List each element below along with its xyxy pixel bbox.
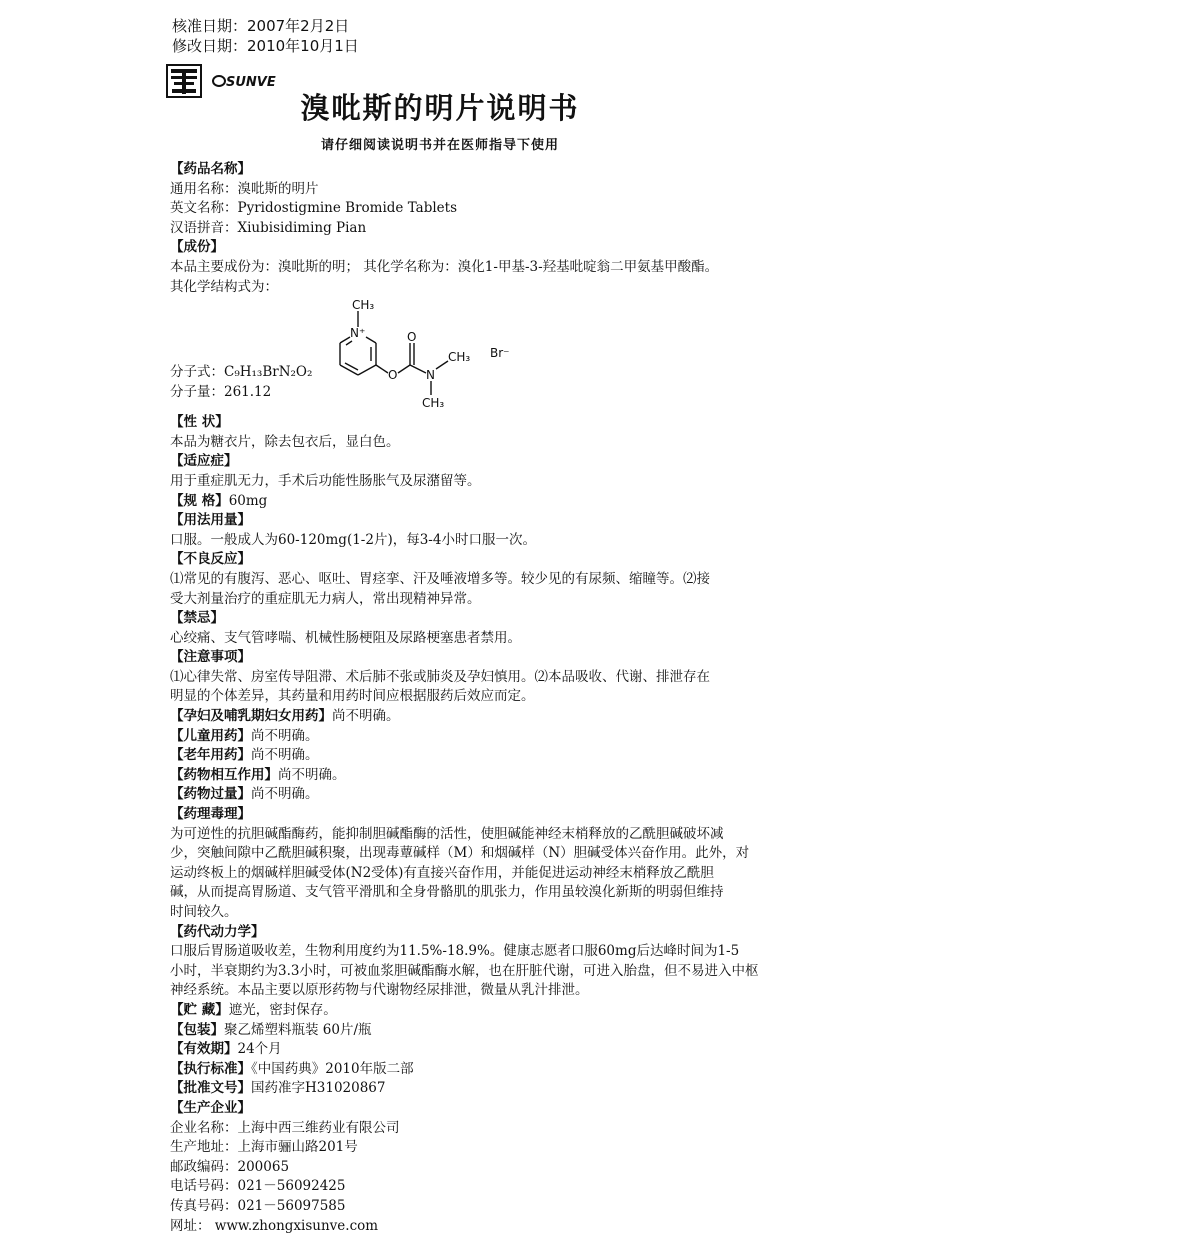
section-text-line: 碱，从而提高胃肠道、支气管平滑肌和全身骨骼肌的肌张力，作用虽较溴化新斯的明弱但维持 — [170, 883, 730, 903]
o-carbonyl-label: O — [407, 330, 416, 344]
section-value: 尚不明确。 — [251, 747, 319, 763]
leaflet-body — [170, 160, 730, 1236]
sections-container — [170, 413, 730, 1236]
section-text-line: 时间较久。 — [170, 903, 730, 923]
section-inline-row — [170, 785, 730, 805]
section-inline-row — [170, 746, 730, 766]
section-text-line: 神经系统。本品主要以原形药物与代谢物经尿排泄，微量从乳汁排泄。 — [170, 981, 730, 1001]
section-text-line: ⑴常见的有腹泻、恶心、呕吐、胃痉挛、汗及唾液增多等。较少见的有尿频、缩瞳等。⑵接 — [170, 570, 730, 590]
section-heading: 【用法用量】 — [170, 511, 730, 531]
section-text-line: 传真号码：021－56097585 — [170, 1197, 730, 1217]
approval-date: 核准日期：2007年2月2日 — [172, 16, 359, 36]
section-value: 遮光，密封保存。 — [229, 1002, 337, 1018]
section-heading: 【适应症】 — [170, 452, 730, 472]
section-heading: 【禁忌】 — [170, 609, 730, 629]
section-text-line: 心绞痛、支气管哮喘、机械性肠梗阻及尿路梗塞患者禁用。 — [170, 629, 730, 649]
generic-name: 通用名称：溴吡斯的明片 — [170, 180, 730, 200]
methyl-bottom-label: CH₃ — [422, 396, 444, 410]
section-inline-row — [170, 1060, 730, 1080]
section-text-line: 为可逆性的抗胆碱酯酶药，能抑制胆碱酯酶的活性，使胆碱能神经末梢释放的乙酰胆碱破坏减 — [170, 825, 730, 845]
english-name: 英文名称：Pyridostigmine Bromide Tablets — [170, 199, 730, 219]
section-text-line: 受大剂量治疗的重症肌无力病人，常出现精神异常。 — [170, 590, 730, 610]
section-value: 尚不明确。 — [332, 708, 400, 724]
section-text-line: 企业名称：上海中西三维药业有限公司 — [170, 1119, 730, 1139]
section-value: 聚乙烯塑料瓶装 60片/瓶 — [224, 1022, 372, 1038]
section-text-line: 少，突触间隙中乙酰胆碱积聚，出现毒蕈碱样（M）和烟碱样（N）胆碱受体兴奋作用。此外，对 — [170, 844, 730, 864]
section-heading: 【药物相互作用】 — [170, 767, 278, 783]
bond-line — [358, 365, 376, 375]
section-inline-row — [170, 1040, 730, 1060]
section-value: 国药准字H31020867 — [251, 1080, 386, 1096]
section-heading: 【老年用药】 — [170, 747, 251, 763]
section-text-line: ⑴心律失常、房室传导阻滞、术后肺不张或肺炎及孕妇慎用。⑵本品吸收、代谢、排泄存在 — [170, 668, 730, 688]
section-heading: 【注意事项】 — [170, 648, 730, 668]
document-subtitle: 请仔细阅读说明书并在医师指导下使用 — [0, 134, 880, 153]
section-text-line: 小时，半衰期约为3.3小时，可被血浆胆碱酯酶水解，也在肝脏代谢，可进入胎盘，但不易进入中枢 — [170, 962, 730, 982]
section-heading: 【儿童用药】 — [170, 728, 251, 744]
section-heading: 【成份】 — [170, 238, 730, 258]
header-dates — [172, 16, 359, 56]
section-inline-row — [170, 766, 730, 786]
section-text-line: 口服后胃肠道吸收差，生物利用度约为11.5%-18.9%。健康志愿者口服60mg后达峰时间为1-5 — [170, 942, 730, 962]
section-heading: 【有效期】 — [170, 1041, 238, 1057]
section-text-line: 口服。一般成人为60-120mg(1-2片)，每3-4小时口服一次。 — [170, 531, 730, 551]
section-value: 60mg — [229, 493, 268, 509]
section-value: 《中国药典》2010年版二部 — [251, 1061, 414, 1077]
o-ester-label: O — [388, 368, 397, 382]
section-text-line: 用于重症肌无力，手术后功能性肠胀气及尿潴留等。 — [170, 472, 730, 492]
section-inline-row — [170, 1079, 730, 1099]
section-inline-row — [170, 1001, 730, 1021]
bond-line — [436, 361, 448, 369]
methyl-right-label: CH₃ — [448, 350, 470, 364]
section-value: 尚不明确。 — [251, 728, 319, 744]
section-heading: 【生产企业】 — [170, 1099, 730, 1119]
structure-row — [170, 297, 730, 413]
section-heading: 【包装】 — [170, 1022, 224, 1038]
section-value: 尚不明确。 — [278, 767, 346, 783]
composition-text: 本品主要成份为：溴吡斯的明； 其化学名称为：溴化1-甲基-3-羟基吡啶翁二甲氨基甲酸酯。 — [170, 258, 730, 278]
section-text-line: 邮政编码：200065 — [170, 1158, 730, 1178]
section-heading: 【不良反应】 — [170, 550, 730, 570]
section-heading: 【规 格】 — [170, 493, 229, 509]
section-text-line: 明显的个体差异，其药量和用药时间应根据服药后效应而定。 — [170, 687, 730, 707]
section-heading: 【药品名称】 — [170, 160, 730, 180]
section-inline-row — [170, 707, 730, 727]
section-heading: 【孕妇及哺乳期妇女用药】 — [170, 708, 332, 724]
bond-line — [398, 365, 410, 373]
section-heading: 【批准文号】 — [170, 1080, 251, 1096]
bond-line — [366, 337, 376, 343]
section-heading: 【药理毒理】 — [170, 805, 730, 825]
molecular-formula: 分子式：C₉H₁₃BrN₂O₂ — [170, 363, 312, 383]
document-title: 溴吡斯的明片说明书 — [0, 86, 880, 127]
structure-label: 其化学结构式为： — [170, 278, 730, 298]
pinyin-name: 汉语拼音：Xiubisidiming Pian — [170, 219, 730, 239]
section-inline-row — [170, 492, 730, 512]
n-plus-label: N⁺ — [350, 326, 365, 340]
section-text-line: 电话号码：021－56092425 — [170, 1177, 730, 1197]
section-heading: 【药代动力学】 — [170, 923, 730, 943]
section-inline-row — [170, 1021, 730, 1041]
section-text-line: 生产地址：上海市骊山路201号 — [170, 1138, 730, 1158]
bond-line — [340, 337, 350, 343]
chemical-structure-diagram — [318, 297, 678, 413]
molecular-weight: 分子量：261.12 — [170, 383, 312, 403]
bromide-label: Br⁻ — [490, 346, 510, 360]
section-text-line: 本品为糖衣片，除去包衣后，显白色。 — [170, 433, 730, 453]
methyl-top-label: CH₃ — [352, 298, 374, 312]
section-value: 尚不明确。 — [251, 786, 319, 802]
section-heading: 【贮 藏】 — [170, 1002, 229, 1018]
section-heading: 【执行标准】 — [170, 1061, 251, 1077]
formula-block — [170, 363, 312, 402]
revision-date: 修改日期：2010年10月1日 — [172, 36, 359, 56]
section-heading: 【药物过量】 — [170, 786, 251, 802]
section-inline-row — [170, 727, 730, 747]
section-text-line: 网址： www.zhongxisunve.com — [170, 1217, 730, 1236]
section-heading: 【性 状】 — [170, 413, 730, 433]
bond-line — [346, 341, 352, 345]
section-value: 24个月 — [238, 1041, 282, 1057]
bond-line — [340, 365, 358, 375]
n-amine-label: N — [426, 368, 435, 382]
brand-text: SUNVE — [226, 75, 276, 90]
section-text-line: 运动终板上的烟碱样胆碱受体(N2受体)有直接兴奋作用，并能促进运动神经末梢释放乙酰胆 — [170, 864, 730, 884]
bond-line — [376, 365, 388, 373]
bond-line — [410, 365, 426, 373]
